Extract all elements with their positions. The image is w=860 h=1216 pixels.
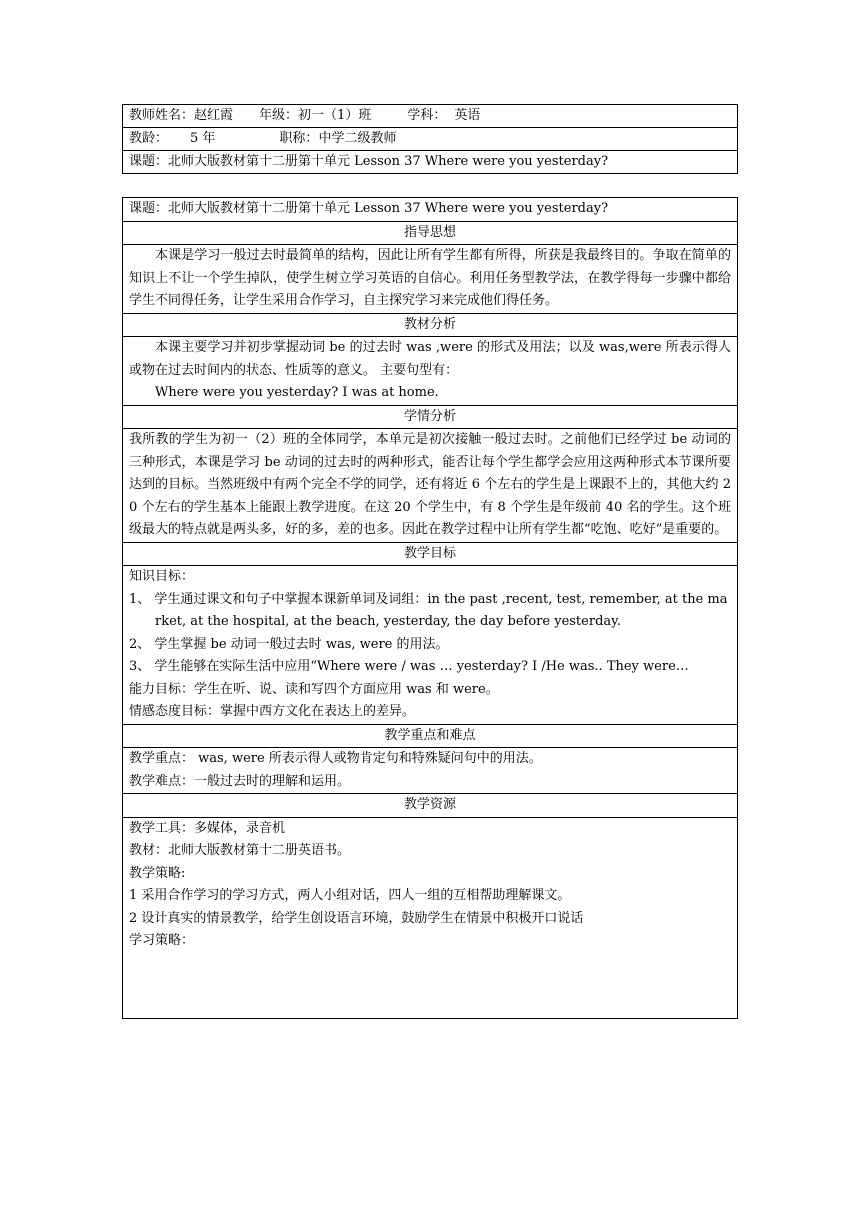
plan-topic: 课题：北师大版教材第十二册第十单元 Lesson 37 Where were you yesterday? bbox=[123, 198, 738, 222]
material-body-row bbox=[123, 337, 738, 406]
students-header-row bbox=[123, 405, 738, 429]
grade-value: 初一（1）班 bbox=[298, 108, 372, 123]
topic-cell: 课题：北师大版教材第十二册第十单元 Lesson 37 Where were you yesterday? bbox=[123, 151, 738, 174]
topic-row bbox=[123, 151, 738, 174]
material-header-row bbox=[123, 313, 738, 337]
plan-topic-row bbox=[123, 198, 738, 222]
objectives-body bbox=[123, 566, 738, 725]
teacher-info-table bbox=[122, 104, 738, 174]
guiding-text: 本课是学习一般过去时最简单的结构，因此让所有学生都有所得，所获是我最终目的。争取在简单的知识上不让一个学生掉队，使学生树立学习英语的自信心。利用任务型教学法，在教学得每一步骤中都给学生不同得任务，让学生采用合作学习，自主探究学习来完成他们得任务。 bbox=[123, 245, 738, 314]
keypoints-header: 教学重点和难点 bbox=[123, 724, 738, 748]
learning-strategy-label: 学习策略： bbox=[129, 933, 195, 948]
title-label: 职称： bbox=[279, 131, 319, 146]
keypoints-body-row bbox=[123, 748, 738, 794]
seniority-cell bbox=[123, 128, 738, 151]
resources-body bbox=[123, 817, 738, 1018]
teacher-info-cell bbox=[123, 105, 738, 128]
teacher-label: 教师姓名： bbox=[129, 108, 195, 123]
students-text: 我所教的学生为初一（2）班的全体同学，本单元是初次接触一般过去时。之前他们已经学过 be 动词的三种形式，本课是学习 be 动词的过去时的两种形式，能否让每个学生都学会应用这两种形式本节课所要达到的目标。当然班级中有两个完全不学的同学，还有将近 6 个左右的学生是上课跟不上的，其他大约 20 个左右的学生基本上能跟上教学进度。在这 20 个学生中，有 8 个学生是年级前 40 名的学生。这个班级最大的特点就是两头多，好的多，差的也多。因此在教学过程中让所有学生都“吃饱、吃好”是重要的。 bbox=[123, 429, 738, 543]
material-body bbox=[123, 337, 738, 406]
subject-label: 学科： bbox=[407, 108, 447, 123]
resources-body-row bbox=[123, 817, 738, 1018]
seniority-value: 5 年 bbox=[190, 131, 216, 146]
objectives-body-row bbox=[123, 566, 738, 725]
teaching-focus: 教学重点： was, were 所表示得人或物肯定句和特殊疑问句中的用法。 bbox=[129, 751, 542, 766]
objective-item-2: 2、 学生掌握 be 动词一般过去时 was, were 的用法。 bbox=[129, 636, 449, 652]
teaching-difficulty: 教学难点：一般过去时的理解和运用。 bbox=[129, 773, 351, 789]
guiding-header-row bbox=[123, 221, 738, 245]
teaching-strategy-1: 1 采用合作学习的学习方式，两人小组对话，四人一组的互相帮助理解课文。 bbox=[129, 888, 571, 903]
seniority-label: 教龄： bbox=[129, 131, 169, 146]
resources-header: 教学资源 bbox=[123, 794, 738, 818]
keypoints-header-row bbox=[123, 724, 738, 748]
lesson-plan-table bbox=[122, 197, 738, 1019]
objectives-header: 教学目标 bbox=[123, 542, 738, 566]
teacher-info-row bbox=[123, 105, 738, 128]
objectives-header-row bbox=[123, 542, 738, 566]
material-header: 教材分析 bbox=[123, 313, 738, 337]
keypoints-body bbox=[123, 748, 738, 794]
teaching-strategy-label: 教学策略: bbox=[129, 865, 186, 881]
material-text: 本课主要学习并初步掌握动词 be 的过去时 was ,were 的形式及用法；以及 was,were 所表示得人或物在过去时间内的状态、性质等的意义。 主要句型有： bbox=[129, 340, 731, 378]
guiding-header: 指导思想 bbox=[123, 221, 738, 245]
title-value: 中学二级教师 bbox=[318, 131, 397, 146]
students-body-row bbox=[123, 429, 738, 543]
objective-item-3: 3、 学生能够在实际生活中应用“Where were / was … yesterday? I /He was.. They were… bbox=[129, 659, 689, 674]
teaching-tools: 教学工具：多媒体，录音机 bbox=[129, 820, 286, 836]
guiding-body-row bbox=[123, 245, 738, 314]
seniority-row bbox=[123, 128, 738, 151]
emotion-objective: 情感态度目标：掌握中西方文化在表达上的差异。 bbox=[129, 704, 416, 719]
ability-objective: 能力目标：学生在听、说、读和写四个方面应用 was 和 were。 bbox=[129, 681, 499, 697]
material-sentence: Where were you yesterday? I was at home. bbox=[155, 385, 439, 400]
resources-header-row bbox=[123, 794, 738, 818]
students-header: 学情分析 bbox=[123, 405, 738, 429]
teaching-materials: 教材：北师大版教材第十二册英语书。 bbox=[129, 843, 351, 858]
knowledge-label: 知识目标： bbox=[129, 569, 195, 584]
teaching-strategy-2: 2 设计真实的情景教学，给学生创设语言环境，鼓励学生在情景中积极开口说话 bbox=[129, 910, 584, 926]
grade-label: 年级： bbox=[259, 108, 299, 123]
teacher-name: 赵红霞 bbox=[194, 108, 234, 123]
subject-value: 英语 bbox=[454, 108, 481, 123]
objective-item-1: 1、 学生通过课文和句子中掌握本课新单词及词组：in the past ,recent, test, remember, at the market, at the hospital, at the beach, yesterday, the day before yesterday. bbox=[129, 591, 728, 629]
